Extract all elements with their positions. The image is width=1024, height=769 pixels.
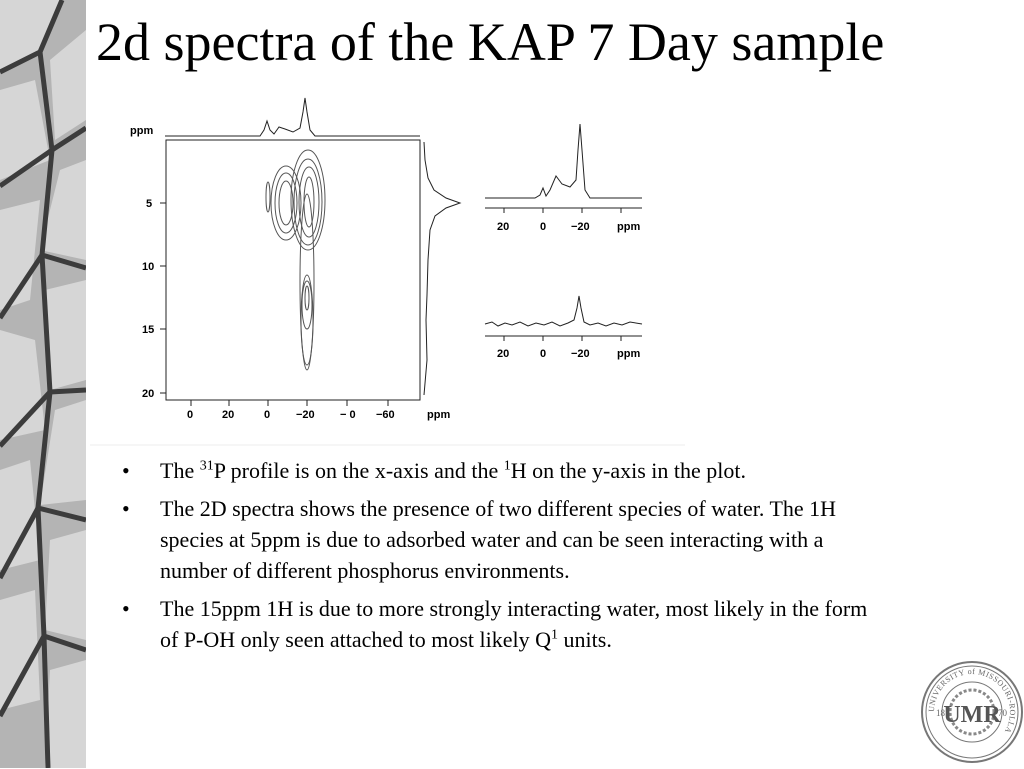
slice-1-tick-0: 0 — [540, 221, 547, 233]
slice-1-tick-20: 20 — [497, 221, 510, 233]
bullet-3-text-pre: The 15ppm 1H is due to more strongly interacting water, most likely in the form of P-OH only seen attached to most likely Q — [160, 596, 868, 652]
bullet-marker: • — [122, 496, 130, 521]
nmr-figure — [90, 90, 690, 446]
slice-2-tick-neg20: −20 — [571, 348, 590, 360]
bullet-item-3 — [122, 593, 882, 655]
x-axis-unit: ppm — [427, 409, 451, 421]
x-tick-3: −20 — [296, 409, 315, 421]
left-texture-decoration — [0, 0, 86, 768]
y-tick-20: 20 — [142, 388, 155, 400]
x-tick-4: − 0 — [340, 409, 356, 421]
bullet-marker: • — [122, 458, 130, 483]
slice-2-tick-0: 0 — [540, 348, 547, 360]
slice-2-unit: ppm — [617, 348, 641, 360]
bullet-1-sup-31: 31 — [199, 458, 214, 474]
bullet-3-text-post: units. — [558, 627, 612, 652]
y-tick-10: 10 — [142, 261, 155, 273]
slice-1-tick-neg20: −20 — [571, 221, 590, 233]
slice-1-unit: ppm — [617, 221, 641, 233]
bullet-item-1 — [122, 455, 882, 486]
bullet-item-2 — [122, 493, 882, 586]
bullet-list — [122, 455, 882, 662]
top-ppm-label: ppm — [130, 125, 154, 137]
slice-2-tick-20: 20 — [497, 348, 510, 360]
y-tick-5: 5 — [146, 198, 153, 210]
seal-ring-text: UNIVERSITY of MISSOURI-ROLLA — [926, 666, 1018, 736]
university-seal-logo — [920, 660, 1024, 764]
x-tick-1: 20 — [222, 409, 235, 421]
seal-year-left: 18 — [936, 708, 945, 718]
bullet-3-sup: 1 — [551, 627, 559, 643]
x-tick-5: −60 — [376, 409, 395, 421]
bullet-1-text-mid: P profile is on the x-axis and the — [213, 458, 504, 483]
bullet-1-text-post: H on the y-axis in the plot. — [510, 458, 746, 483]
x-tick-2: 0 — [264, 409, 271, 421]
slide-title: 2d spectra of the KAP 7 Day sample — [96, 12, 885, 72]
x-tick-0: 0 — [187, 409, 194, 421]
bullet-1-text-pre: The — [160, 458, 200, 483]
y-tick-15: 15 — [142, 324, 155, 336]
seal-year-right: 70 — [998, 708, 1007, 718]
bullet-marker: • — [122, 596, 130, 621]
seal-monogram: UMR — [943, 702, 1001, 728]
bullet-1-sup-1: 1 — [503, 458, 511, 474]
bullet-2-text: The 2D spectra shows the presence of two different species of water. The 1H species at 5ppm is due to adsorbed water and can be seen interacting with a number of different phosphorus environments. — [160, 496, 837, 583]
